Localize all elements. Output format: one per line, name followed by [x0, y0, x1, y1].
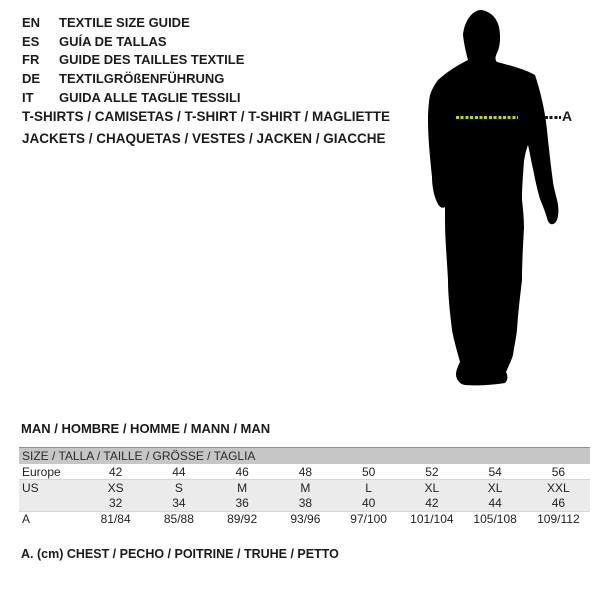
size-cell: XL: [464, 480, 527, 496]
table-row-us: [19, 480, 590, 496]
measure-label-a: A: [562, 108, 573, 124]
category-line-jackets: JACKETS / CHAQUETAS / VESTES / JACKEN / GIACCHE: [22, 130, 386, 146]
category-line-tshirts: T-SHIRTS / CAMISETAS / T-SHIRT / T-SHIRT / MAGLIETTE: [22, 109, 391, 124]
size-cell: XL: [400, 480, 463, 496]
table-row-chest-a: [19, 511, 590, 527]
language-code: ES: [22, 33, 40, 49]
language-label: TEXTILGRÖßENFÜHRUNG: [59, 70, 225, 86]
size-cell: 44: [172, 464, 186, 479]
measurement-footnote: A. (cm) CHEST / PECHO / POITRINE / TRUHE / PETTO: [21, 547, 339, 561]
size-cell: 109/112: [527, 511, 590, 527]
language-code: IT: [22, 89, 34, 105]
size-cell: 38: [274, 495, 337, 511]
row-label: [19, 495, 84, 511]
size-cell: M: [211, 480, 274, 496]
chest-measure-dash-leader: [545, 116, 561, 119]
size-table: [19, 447, 590, 527]
row-label: Europe: [22, 464, 61, 479]
size-cell: 32: [84, 495, 147, 511]
size-cell: 56: [551, 464, 566, 479]
language-row-fr: [22, 50, 244, 69]
size-cell: 93/96: [274, 511, 337, 527]
language-row-en: [22, 13, 244, 32]
size-cell: 105/108: [464, 511, 527, 527]
size-table-header-row: [19, 448, 590, 465]
size-cell: 89/92: [211, 511, 274, 527]
size-cell: XS: [84, 480, 147, 496]
section-title-man: MAN / HOMBRE / HOMME / MANN / MAN: [21, 421, 271, 436]
size-cell: 40: [337, 495, 400, 511]
language-code: DE: [22, 70, 41, 86]
size-cell: 52: [425, 464, 439, 479]
language-label: TEXTILE SIZE GUIDE: [59, 14, 190, 30]
size-cell: 42: [108, 464, 123, 479]
language-label: GUIDA ALLE TAGLIE TESSILI: [59, 89, 241, 105]
size-cell: 97/100: [337, 511, 400, 527]
man-silhouette-figure: [418, 5, 568, 391]
size-cell: 46: [527, 495, 590, 511]
size-cell: M: [274, 480, 337, 496]
language-label: GUÍA DE TALLAS: [59, 33, 167, 49]
size-cell: 81/84: [84, 511, 147, 527]
size-cell: 54: [488, 464, 502, 479]
size-cell: 34: [147, 495, 210, 511]
language-list: [22, 13, 244, 106]
chest-measure-dash-on-body: [456, 116, 518, 119]
size-cell: S: [147, 480, 210, 496]
row-label: US: [19, 480, 84, 496]
language-label: GUIDE DES TAILLES TEXTILE: [59, 52, 245, 68]
size-cell: 42: [400, 495, 463, 511]
language-code: FR: [22, 52, 40, 68]
size-cell: XXL: [527, 480, 590, 496]
size-cell: 48: [298, 464, 313, 479]
size-cell: L: [337, 480, 400, 496]
garment-categories: [22, 106, 390, 149]
size-cell: 85/88: [147, 511, 210, 527]
table-row-numeric: [19, 495, 590, 511]
table-row-europe: [19, 464, 590, 480]
size-cell: 101/104: [400, 511, 463, 527]
row-label: A: [19, 511, 84, 527]
size-cell: 46: [235, 464, 249, 479]
size-table-header: SIZE / TALLA / TAILLE / GRÖSSE / TAGLIA: [19, 448, 590, 465]
size-cell: 36: [211, 495, 274, 511]
language-row-de: [22, 69, 244, 88]
language-row-it: [22, 88, 244, 107]
size-cell: 50: [361, 464, 376, 479]
language-code: EN: [22, 14, 41, 30]
language-row-es: [22, 32, 244, 51]
size-cell: 44: [464, 495, 527, 511]
